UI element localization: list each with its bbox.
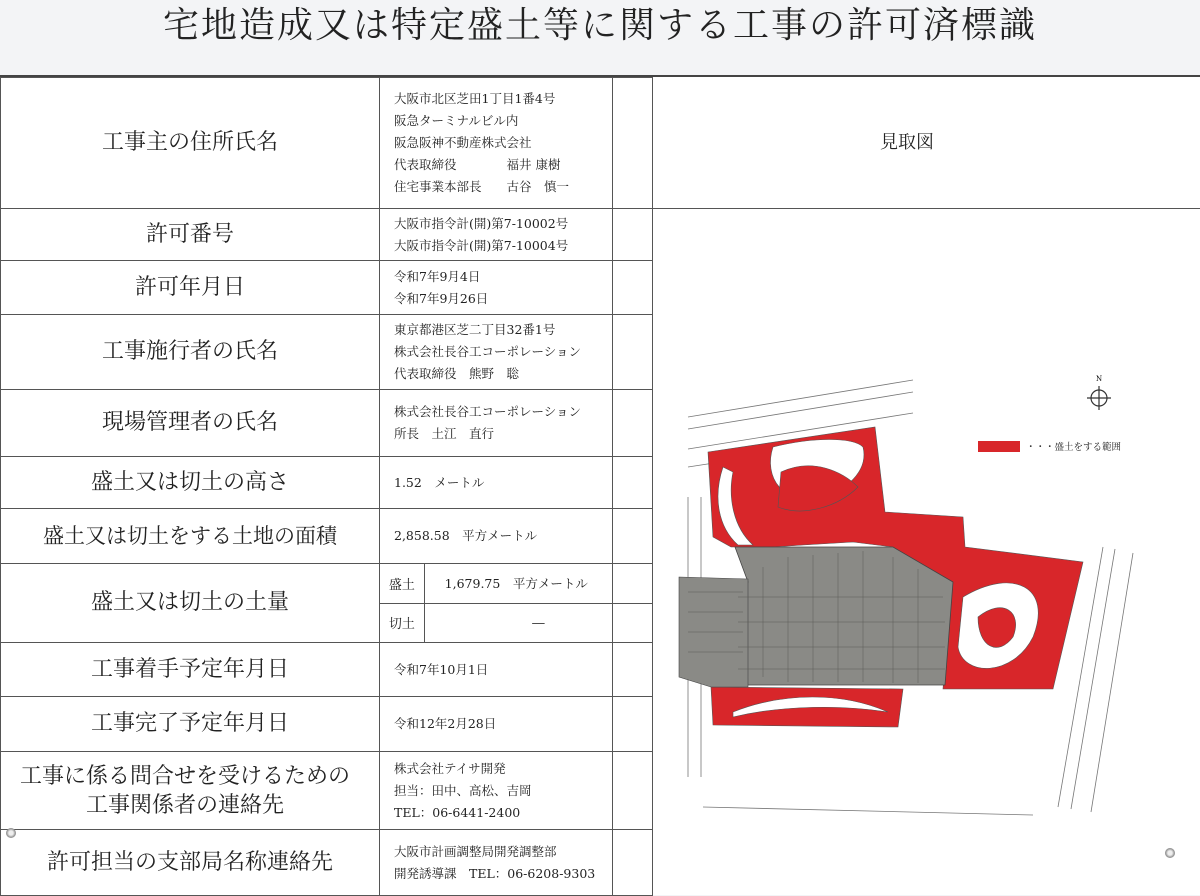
value-line: 東京都港区芝二丁目32番1号	[394, 322, 556, 337]
value-line: 代表取締役 熊野 聡	[394, 366, 520, 381]
north-arrow-icon	[1087, 375, 1111, 410]
volume-cut-label: 切土	[380, 603, 424, 642]
value-line: 1,679.75 平方メートル	[444, 576, 588, 592]
value-line: 令和7年9月26日	[394, 290, 489, 306]
value-line: 阪急ターミナルビル内	[394, 113, 519, 128]
north-label: N	[1095, 375, 1103, 383]
sign-title: 宅地造成又は特定盛土等に関する工事の許可済標識	[162, 5, 1037, 46]
volume-fill-label: 盛土	[380, 564, 424, 603]
value-line: 2,858.58 平方メートル	[394, 528, 538, 543]
value-line: 株式会社長谷工コーポレーション	[394, 344, 582, 359]
value-line: 住宅事業本部長 古谷 慎一	[394, 179, 570, 194]
screw-left	[6, 828, 16, 838]
value-line: 大阪市指令計(開)第7-10004号	[394, 237, 569, 253]
row-label-contractor: 工事施行者の氏名	[1, 315, 380, 390]
row-label-volume: 盛土又は切土の土量	[1, 564, 380, 643]
value-line: TEL：06-6441-2400	[394, 804, 521, 820]
row-label-permit-number: 許可番号	[1, 209, 380, 261]
value-line: 担当：田中、高松、吉岡	[394, 782, 532, 798]
screw-right	[1165, 848, 1175, 858]
value-line: 大阪市北区芝田1丁目1番4号	[394, 91, 556, 106]
row-label-permit-date: 許可年月日	[1, 261, 380, 315]
row-label-area: 盛土又は切土をする土地の面積	[1, 509, 380, 564]
row-label-height: 盛土又は切土の高さ	[1, 457, 380, 509]
value-line: 株式会社長谷工コーポレーション	[394, 404, 582, 419]
legend-swatch	[978, 441, 1020, 452]
row-label-owner: 工事主の住所氏名	[1, 78, 380, 209]
value-line: 阪急阪神不動産株式会社	[394, 135, 532, 150]
value-line: 開発誘導課 TEL：06-6208-9303	[394, 865, 596, 881]
site-map	[613, 77, 1200, 895]
value-line: 令和7年9月4日	[394, 268, 481, 284]
legend-text: ・・・盛土をする範囲	[1026, 442, 1122, 453]
value-line: 令和7年10月1日	[394, 661, 489, 677]
value-line: 令和12年2月28日	[394, 716, 497, 731]
value-line: 所長 土江 直行	[394, 426, 495, 441]
row-label-branch: 許可担当の支部局名称連絡先	[1, 830, 380, 896]
row-label-start-date: 工事着手予定年月日	[1, 643, 380, 697]
permit-sign-board	[0, 75, 1200, 895]
row-label-site-manager: 現場管理者の氏名	[1, 390, 380, 457]
value-line: 1.52 メートル	[394, 474, 485, 490]
row-label-end-date: 工事完了予定年月日	[1, 697, 380, 752]
permit-table	[0, 77, 653, 896]
value-line: 株式会社テイサ開発	[394, 760, 506, 776]
site-map-panel	[612, 77, 1200, 895]
building-footprint	[679, 547, 953, 687]
value-line: 大阪市指令計(開)第7-10002号	[394, 215, 569, 231]
row-label-contact: 工事に係る問合せを受けるための工事関係者の連絡先	[1, 752, 380, 830]
map-heading: 見取図	[613, 77, 1200, 209]
volume-cut-value: ―	[424, 603, 652, 642]
value-line: 大阪市計画調整局開発調整部	[394, 843, 557, 859]
value-line: 代表取締役 福井 康樹	[394, 157, 561, 172]
